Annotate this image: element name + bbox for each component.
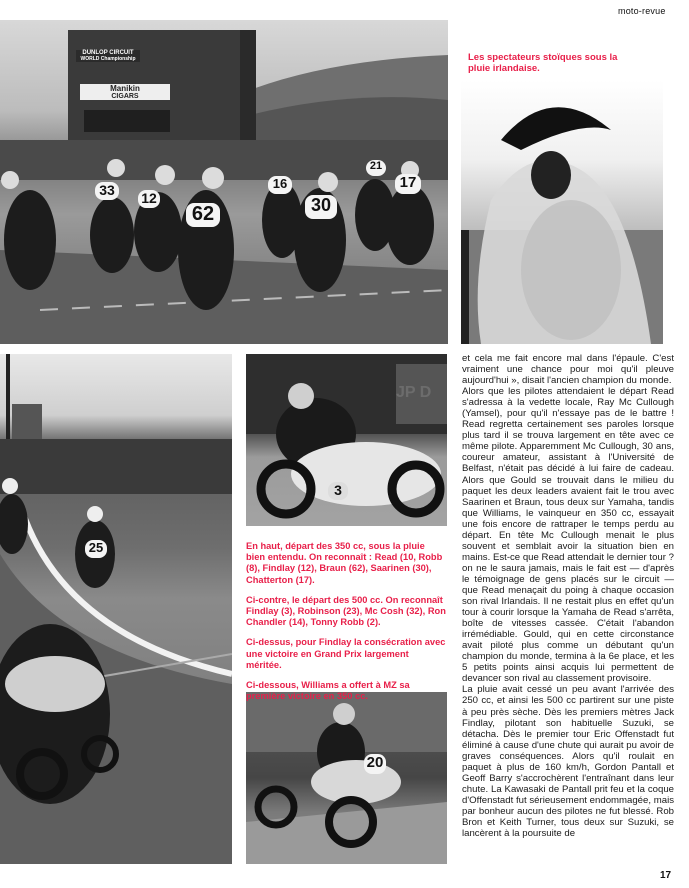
article-paragraph: La pluie avait cessé un peu avant l'arrivée des 250 cc, et ainsi les 500 cc partirent sur une piste à peu près sèche. Dès les premiers mètres Jack Findlay, pilotant son habituelle Suzuki, se détacha. Dès le premier tour Eric Offenstadt fut éliminé à cause d'une chute qui aurait pu avoir de graves conséquences. Alors qu'il roulait en paquet à plus de 160 km/h, Gordon Pantall et Geoff Barry s'accrochèrent l'entraînant dans leur chute. La Kawasaki de Pantall prit feu et la coque d'Offenstadt fut sérieusement endommagée, mais par bonheur aucun des pilotes ne fut blessé. Rob Bron et Keith Turner, tous deux sur Suzuki, se lancèrent à la poursuite de — [462, 684, 674, 840]
photo-williams — [246, 692, 447, 864]
bike-number: 21 — [366, 160, 386, 176]
bike-number: 12 — [138, 190, 160, 208]
magazine-header: moto-revue — [618, 6, 666, 16]
race-start-scene — [0, 20, 448, 344]
watermark: JP D — [396, 384, 432, 401]
photo-start-350cc — [0, 20, 448, 344]
bike-number: 33 — [95, 182, 119, 200]
sign-manikin: Manikin CIGARS — [80, 84, 170, 100]
article-paragraph: Alors que les pilotes attendaient le départ Read s'adressa à la vedette locale, Ray Mc Cullough (Yamsel), pour qu'il n'essaye pas de le battre ! Read regretta certainement ses paroles lorsque plus tard il se trouva largement en tête avec ce même pilote. Apparemment Mc Cullough, 30 ans, coureur amateur, assistant à l'Université de Belfast, n'était pas décidé à lui faire de cadeau. Alors que Gould se trouvait dans le milieu du paquet les deux leaders avaient fait le trou avec Saarinen et Braun, tous deux sur Yamaha, tandis que Williams, le vainqueur en 350 cc, essayait une fois encore de rattraper le temps perdu au départ. En tête Mc Cullough menait le plus souvent et semblait avoir la situation bien en mains. Est-ce que Read attendait le dernier tour ? on ne le saura jamais, mais le fait est — d'après le témoignage de gens placés sur le circuit — que Read menaçait du poing à chaque occasion son rival Irlandais. Il ne restait plus en effet qu'un tour à courir lorsque la Yamaha de Read s'arrêta, boîte de vitesses cassée. C'était l'abandon irrémédiable. Gould, qui en cette circonstance avait piloté plus comme un débutant qu'un champion du monde, termina à la 6e place, et les 5 petits points ainsi acquis lui permettent de devancer son rival au classement provisoire. — [462, 386, 674, 685]
findlay-scene — [246, 354, 447, 526]
photo-captions — [246, 541, 446, 711]
photo-findlay — [246, 354, 447, 526]
caption-350cc: En haut, départ des 350 cc, sous la pluie bien entendu. On reconnaît : Read (10, Robb (8), Findlay (12), Braun (62), Saarinen (30), Chatterton (17). — [246, 541, 443, 585]
article-text — [462, 353, 674, 839]
spectators-scene — [461, 80, 663, 344]
bike-number: 16 — [268, 176, 292, 194]
bike-number: 17 — [395, 174, 421, 194]
page-number: 17 — [660, 870, 672, 881]
caption-williams: Ci-dessous, Williams a offert à MZ sa première victoire en 350 cc. — [246, 680, 410, 702]
article-paragraph: et cela me fait encore mal dans l'épaule. C'est vraiment une chance pour moi qu'il pleuve aujourd'hui », disait l'ancien champion du monde. — [462, 353, 674, 387]
bike-number: 20 — [364, 754, 386, 774]
photo-start-500cc — [0, 354, 232, 864]
sign-dunlop: DUNLOP CIRCUIT WORLD Championship — [76, 50, 140, 62]
bike-number: 3 — [328, 482, 348, 500]
bike-number: 30 — [305, 195, 337, 219]
caption-500cc: Ci-contre, le départ des 500 cc. On reconnaît Findlay (3), Robinson (23), Mc Cosh (32), Ron Chandler (14), Tonny Robb (2). — [246, 594, 446, 628]
bike-number: 62 — [186, 203, 220, 227]
bike-number: 25 — [85, 540, 107, 558]
race-500-scene — [0, 354, 232, 864]
photo-spectators — [461, 80, 663, 344]
williams-scene — [246, 692, 447, 864]
caption-findlay: Ci-dessus, pour Findlay la consécration avec une victoire en Grand Prix largement méritée. — [246, 637, 446, 670]
caption-spectators: Les spectateurs stoïques sous la pluie irlandaise. — [468, 52, 618, 74]
